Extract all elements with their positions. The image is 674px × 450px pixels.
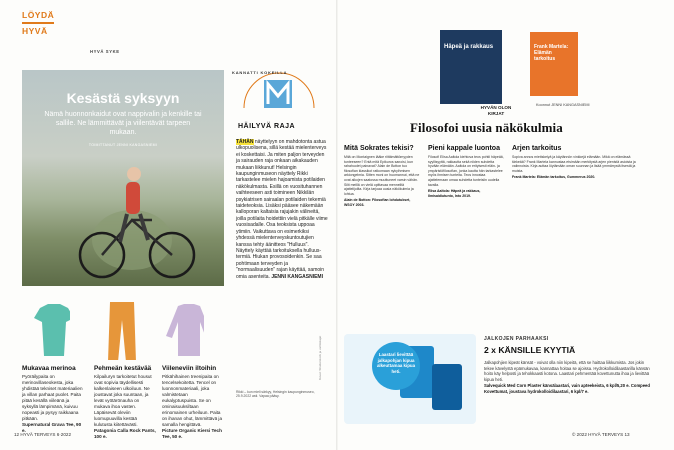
section-tag-line-2: HYVÄ	[22, 26, 48, 36]
museum-logo-icon	[236, 52, 322, 116]
books-byline: Koonnut JENNI KANGASNIEMI	[536, 103, 590, 107]
promo-text: Jalkapohjien kipeät känsät - voivat olla niin kipeitä, että se haittaa liikkumista. Jos jokin tekee kävelystä epämukavaa, kannattaa hoitaa se ajoissa. Hydrokolloidilaastarilla känsän hoito käy helposti ja tehokkaasti kotona. Laastari pehmentää kovettunutta ihoa ja lievittää kipua heti.	[484, 360, 650, 383]
book-body: Mitä on Montaignen lääke riittämättömyyden tunteeseen? Entä mitä Epikuros sanoisi, kun rahahuolet painavat? Alain de Botton tuo filosofian klassikot ratkomaan nykyihmisen arkiongelmia. Sitten moni on huomannut, että ne ovat aikojen saatossa muuttuneet varsin vähän. Silti meillä on vielä opittavaa menneiltä ajattelijoilta. Kirja tarjoaa uusia näkökulmia ja lohtua.	[344, 155, 420, 196]
product-pack-2	[432, 364, 462, 410]
column-byline: JENNI KANGASNIEMI	[271, 273, 323, 280]
section-tag-bar	[22, 22, 54, 24]
promo-badge: Laastari lievittää jalkapohjan kipua alkeuttamaa kipua heti.	[372, 342, 420, 390]
column-lead: TÄHÄN	[236, 139, 254, 145]
product-body: Kilpailuryn tarkoitetut housut ovat sopivia täydellisesti kalkenlaiseen ulkoiluun. Ne joustavat joka suuntaan, ja levät vyötärönauha on mukava ihoa vasten. Läpäisevät oleviin luomupuuvilla kestää kulutusta kiitettävästi.	[94, 374, 152, 427]
page-gutter	[336, 0, 338, 450]
column-body	[236, 139, 328, 280]
product-title: Pehmeän kestävää	[94, 365, 152, 372]
product-merino	[22, 365, 84, 434]
book-cover-1: Häpeä ja rakkaus	[440, 30, 502, 104]
product-price: Patagonia Calla Rock Pants, 100 e.	[94, 428, 156, 439]
book-source: Alain de Botton: Filosofian lohdutukset, WSOY 2003.	[344, 198, 411, 207]
photo-credit: Kuvat: Shutterstock ja valmistajat	[318, 335, 322, 380]
badge-kicker: HYVÄ SYKE	[90, 49, 120, 54]
column-caption: Rikki – kun mieli särkyy, Helsingin kaupunginmuseo, 25.9.2022 asti. Vapaa pääsy.	[236, 390, 315, 399]
product-pants	[94, 365, 156, 440]
product-title: Mukavaa merinoa	[22, 365, 76, 372]
books-title: Filosofoi uusia näkökulmia	[410, 120, 563, 135]
product-body: Pyöräilypaita on merinovillaseokesta, joka yhdistää tekniset materiaalien ja villan parhaat puolet. Paita pitää kesällä viileänä ja syksyllä lämpimänä, kuivuu nopeasti ja pysyy raikkaana pitkään.	[22, 374, 83, 421]
pants-image	[104, 300, 144, 360]
hero-image	[22, 70, 224, 286]
book-title: Pieni kappale luontoa	[428, 145, 500, 152]
column-title: HÄILYVÄ RAJA	[238, 123, 296, 130]
section-tag-line-1: LÖYDÄ	[22, 10, 55, 20]
product-price: Supernatural Grava Tee, 90 e.	[22, 422, 82, 433]
longsleeve-image	[164, 300, 204, 360]
book-cover-2: Frank Martela: Elämän tarkoitus	[530, 32, 578, 96]
book-column-3	[512, 145, 638, 180]
book-source: Elisa Aaltola: Häpeä ja rakkaus, Ilmisaidiutunto, Into 2019.	[428, 189, 481, 198]
promo-kicker: JALKOJEN PARHAAKSI	[484, 336, 549, 342]
page-folio-left: 12 HYVÄ TERVEYS 6·2022	[14, 432, 72, 437]
promo-image	[344, 334, 476, 424]
book-column-1	[344, 145, 421, 208]
section-tag	[22, 10, 62, 36]
page-folio-right: © 2022 HYVÄ TERVEYS 13	[572, 432, 630, 437]
book-title: Arjen tarkoitus	[512, 145, 562, 152]
promo-title: 2 x KÄNSILLE KYYTIÄ	[484, 345, 576, 355]
column-kicker: KANNATTI KOKEILLA	[232, 70, 288, 75]
kicker-arc	[236, 52, 322, 116]
product-title: Viileneviin iltoihin	[162, 365, 217, 372]
product-price: Picture Organic Kiersi Tech Tee, 50 e.	[162, 428, 222, 439]
column-text: näyttelyyn on mahdotonta astua ulkopuolisena, sillä kestää mielenterveys ei koskettaisi. Ja miten paljon terveyden ja sairauden raja onkaan aikakauden mukaan liikkunut! Helsingin kaupunginmuseon näyttely Rikki tarkastelee mielen hajoamista potilaiden näkökulmasta. Esillä on vuosituhannen vaihteeseen asti toimineen Nikkilän psykiatrisen sairaalan potilaiden tekemiä taideteoksia. Lisäksi pääsee näkemään kalloporan kaltaisia rajujakin välineitä, joilla potilaita hoidettiin vielä pitkälle viime vuosisadalle. Osa teoksista uppoaa ytimiin. Vaikuttava on esimerkiksi yhdessä mielenterveyskuntoutujien kanssa tehty äänitteos "Hulluus". Näyttely käyttää tarkoituksella hulluus-termiä. Hiukan provosoidenkin. Se saa pohtimaan terveyden ja "normaalisuuden" rajan käyttää, samoin omia asenteita.	[236, 139, 328, 280]
hero-lede: Nämä huonnonkaidut ovat nappivalin ja kenkille tai sallile. Ne lämmittävät ja viilentävät tarpeen mukaan.	[44, 111, 202, 136]
tee-image	[30, 300, 70, 360]
book-source: Frank Martela: Elämän tarkoitus, Gummerus 2020.	[512, 175, 596, 180]
book-body: Filosofi Elisa Aaltola kiehtova teos pohtii häpeää, syyllisyyttä, rakkautta sekä niiden suhdetta hyvään elämään. Aaltola on erityisesti eläin- ja ympäristöfilosofian, jonka kautta hän tarkastelee myös ihmisen tunteita. Teos innostaa ajattelemaan omaa suhdetta tunteisiin uudella tavalla.	[428, 155, 504, 187]
hero-byline: TOIMITTANUT JENNI KANGASNIEMI	[88, 143, 158, 147]
promo-body	[484, 360, 654, 394]
book-body: Sopiva annos mietiskelyä ja käytännön vinkkejä elämään. Mikä on elämässä tärkeää? Frank Martela kannustaa etsimään merkitystä arjen pienistä asioista ja valinnoista. Kirja auttaa löytämään oman suunnan ja lisää ymmärrystä itsestä ja muista.	[512, 155, 636, 173]
book-column-2	[428, 145, 505, 198]
hero-title: Kesästä syksyyn	[66, 90, 180, 106]
promo-source: Salvequick Med Corn Plaster känsälaastari, vain apteekeista, 6 kpl/5,20 e. Compeed Kovettumat, joustava hydrokolloidilaastari, 6 kpl/7 e.	[484, 382, 650, 394]
product-body: Pitkähihainen treenipaita on tencelsekoitetta. Tencel on luonnonmateriaali, joka valmistetaan eukalyptuspuista. Se on ominaisuuksiltaan erinomainen urheiluun. Paita on ihanan ohut, lämmittävä ja samalla hengittävä.	[162, 374, 223, 427]
product-longsleeve	[162, 365, 224, 440]
book-title: Mitä Sokrates tekisi?	[344, 145, 414, 152]
books-tag: HYVÄN OLON KIRJAT	[480, 105, 512, 116]
